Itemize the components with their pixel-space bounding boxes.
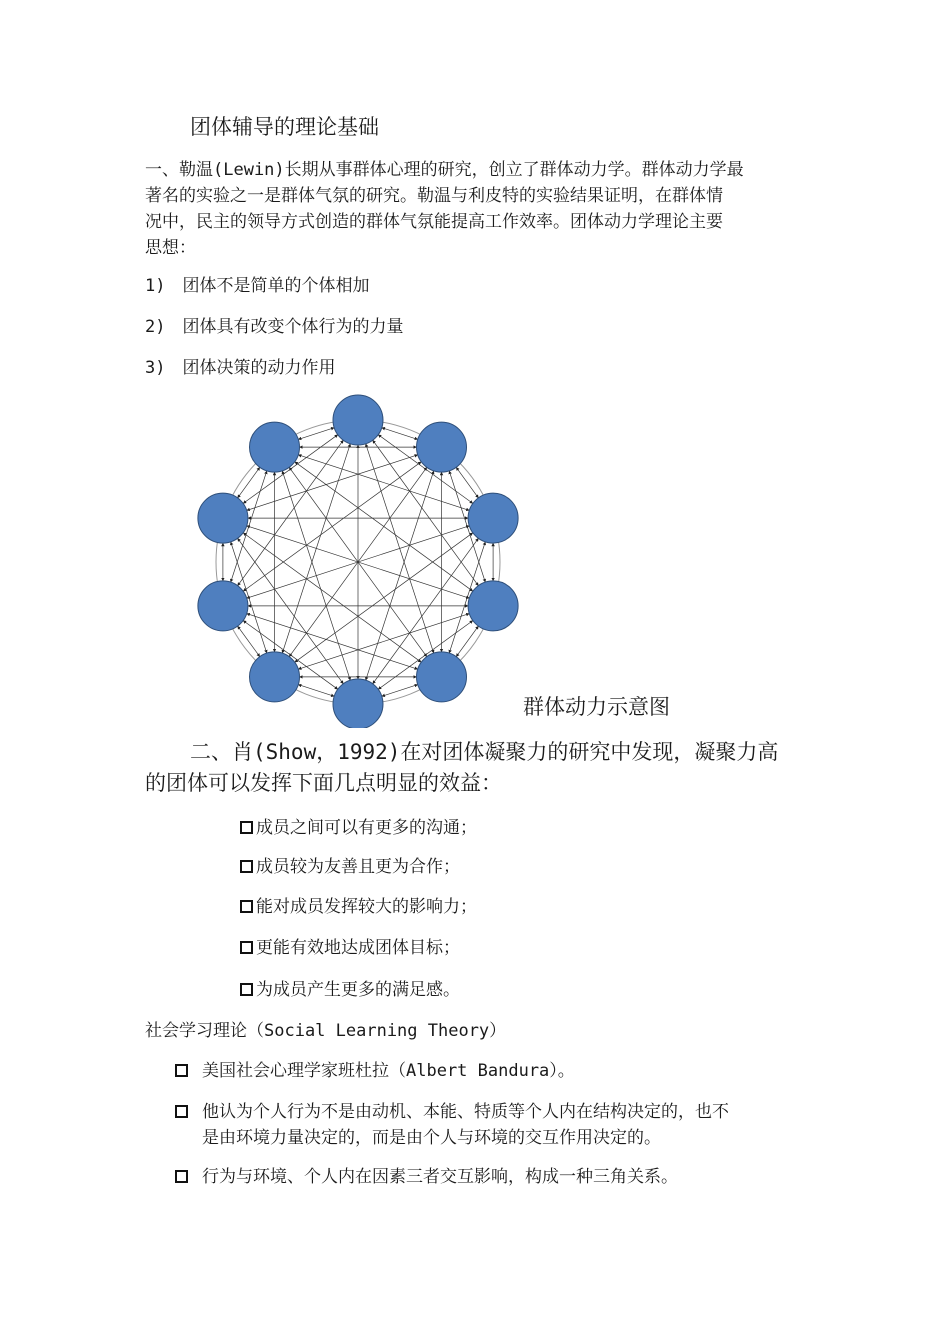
- member-node: [198, 581, 248, 631]
- benefit-item: 能对成员发挥较大的影响力；: [240, 894, 477, 920]
- theory-item-line: 美国社会心理学家班杜拉（Albert Bandura）。: [202, 1061, 575, 1081]
- checkbox-icon: [175, 1170, 188, 1183]
- member-node: [468, 581, 518, 631]
- diagram-caption: 群体动力示意图: [523, 695, 670, 719]
- checkbox-icon: [240, 900, 253, 913]
- list-text: 团体决策的动力作用: [182, 358, 336, 378]
- section1-line-4: 思想：: [145, 238, 196, 258]
- list-item: [145, 314, 403, 340]
- theory-item-line: 行为与环境、个人内在因素三者交互影响，构成一种三角关系。: [202, 1167, 678, 1187]
- connection-arrow: [382, 685, 418, 697]
- list-text: 团体不是简单的个体相加: [182, 276, 370, 296]
- page-title: 团体辅导的理论基础: [190, 115, 379, 139]
- checkbox-icon: [240, 941, 253, 954]
- section1-line-1: 一、勒温(Lewin)长期从事群体心理的研究，创立了群体动力学。群体动力学最: [145, 160, 744, 180]
- list-number: 2): [145, 317, 166, 337]
- member-node: [417, 652, 467, 702]
- connection-arrow: [298, 428, 334, 440]
- group-dynamics-diagram: [188, 393, 533, 728]
- list-item: [145, 355, 335, 381]
- connection-arrow: [298, 685, 334, 697]
- list-item: [145, 273, 369, 299]
- checkbox-icon: [175, 1105, 188, 1118]
- benefit-item: 成员较为友善且更为合作；: [240, 854, 460, 880]
- checkbox-icon: [175, 1064, 188, 1077]
- theory-item-line: 是由环境力量决定的，而是由个人与环境的交互作用决定的。: [202, 1128, 661, 1148]
- member-node: [333, 679, 383, 728]
- checkbox-icon: [240, 983, 253, 996]
- list-text: 团体具有改变个体行为的力量: [182, 317, 404, 337]
- theory-item-line: 他认为个人行为不是由动机、本能、特质等个人内在结构决定的，也不: [202, 1102, 729, 1122]
- checkbox-icon: [240, 860, 253, 873]
- connection-arrow: [243, 533, 421, 662]
- member-node: [417, 422, 467, 472]
- benefit-item: 成员之间可以有更多的沟通；: [240, 815, 477, 841]
- benefit-item: 为成员产生更多的满足感。: [240, 977, 460, 1003]
- section3-heading: 社会学习理论（Social Learning Theory）: [145, 1021, 507, 1041]
- member-node: [250, 652, 300, 702]
- connection-arrow: [382, 428, 418, 440]
- section1-line-2: 著名的实验之一是群体气氛的研究。勒温与利皮特的实验结果证明，在群体情: [145, 186, 723, 206]
- member-node: [198, 493, 248, 543]
- section1-line-3: 况中，民主的领导方式创造的群体气氛能提高工作效率。团体动力学理论主要: [145, 212, 723, 232]
- member-node: [250, 422, 300, 472]
- checkbox-icon: [240, 821, 253, 834]
- member-node: [333, 395, 383, 445]
- section2-line-1: 二、肖(Show，1992)在对团体凝聚力的研究中发现，凝聚力高: [190, 740, 779, 764]
- benefit-item: 更能有效地达成团体目标；: [240, 935, 460, 961]
- connection-arrow: [282, 471, 350, 680]
- list-number: 3): [145, 358, 166, 378]
- connection-arrow: [295, 462, 473, 591]
- section2-line-2: 的团体可以发挥下面几点明显的效益：: [145, 771, 502, 795]
- member-node: [468, 493, 518, 543]
- list-number: 1): [145, 276, 166, 296]
